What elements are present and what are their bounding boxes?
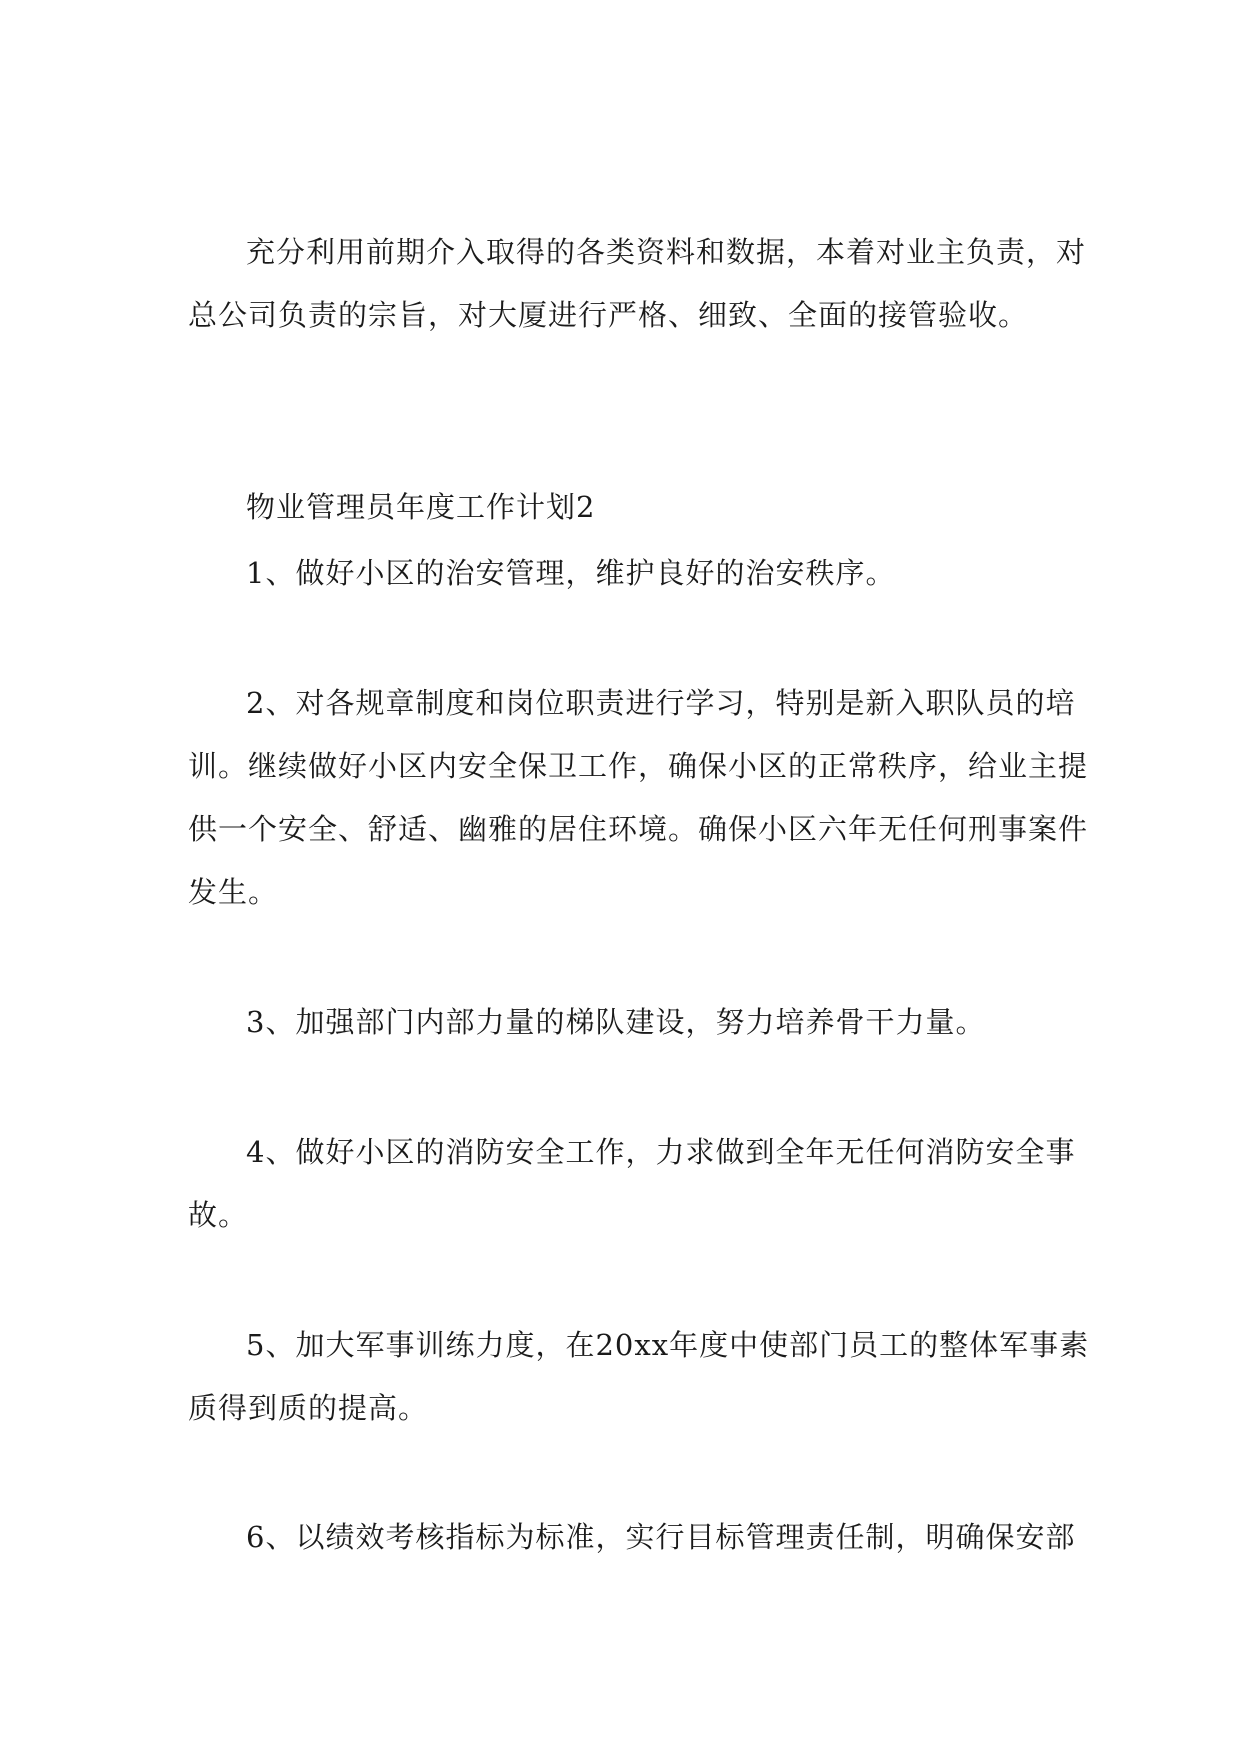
item-4-line-2: 故。 — [188, 1198, 249, 1232]
paragraph-intro-line-1: 充分利用前期介入取得的各类资料和数据，本着对业主负责，对 — [246, 235, 1087, 269]
item-2-line-1: 2、对各规章制度和岗位职责进行学习，特别是新入职队员的培 — [246, 686, 1076, 720]
item-6-line-1: 6、以绩效考核指标为标准，实行目标管理责任制，明确保安部 — [246, 1520, 1076, 1554]
item-3-line-1: 3、加强部门内部力量的梯队建设，努力培养骨干力量。 — [246, 1005, 986, 1039]
item-1-line-1: 1、做好小区的治安管理，维护良好的治安秩序。 — [246, 556, 896, 590]
item-5-line-2: 质得到质的提高。 — [188, 1391, 429, 1425]
section-title: 物业管理员年度工作计划2 — [246, 490, 596, 524]
item-4-line-1: 4、做好小区的消防安全工作，力求做到全年无任何消防安全事 — [246, 1135, 1076, 1169]
paragraph-intro-line-2: 总公司负责的宗旨，对大厦进行严格、细致、全面的接管验收。 — [188, 298, 1029, 332]
item-2-line-4: 发生。 — [188, 875, 279, 909]
item-5-line-1: 5、加大军事训练力度，在20xx年度中使部门员工的整体军事素 — [246, 1328, 1090, 1362]
item-2-line-3: 供一个安全、舒适、幽雅的居住环境。确保小区六年无任何刑事案件 — [188, 812, 1089, 846]
item-2-line-2: 训。继续做好小区内安全保卫工作，确保小区的正常秩序，给业主提 — [188, 749, 1089, 783]
